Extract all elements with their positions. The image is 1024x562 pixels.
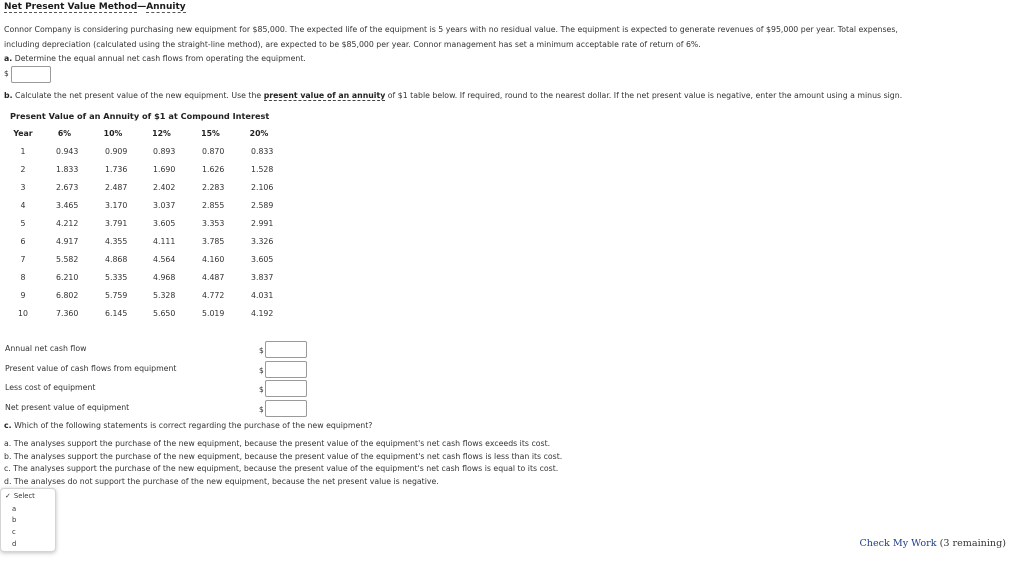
table-cell-value: 2.991	[251, 218, 274, 228]
col-header: Year	[13, 128, 33, 138]
dropdown-option-c[interactable]: c	[12, 528, 16, 536]
table-row	[6, 286, 283, 304]
title-part1: Net Present Value Method	[4, 2, 138, 12]
calc-currency: $	[259, 385, 264, 394]
table-cell-value: 2.106	[251, 182, 274, 192]
table-cell-value: 6.210	[56, 272, 79, 282]
option-d: d. The analyses do not support the purchase of the new equipment, because the net present value is negative.	[4, 477, 439, 486]
table-cell-year: 3	[20, 182, 26, 192]
table-row	[6, 268, 283, 286]
npv-field[interactable]	[265, 400, 307, 417]
option-b: b. The analyses support the purchase of the new equipment, because the present value of the equipment's net cash flows is less than its cost.	[4, 452, 563, 461]
table-cell-value: 2.673	[56, 182, 79, 192]
table-row	[6, 304, 283, 322]
calc-currency: $	[259, 366, 264, 375]
problem-line-1: Connor Company is considering purchasing new equipment for $85,000. The expected life of the equipment is 5 years with no residual value. The equipment is expected to generate revenues of $95,000 per year. Total expenses,	[4, 25, 898, 34]
table-cell-value: 4.111	[153, 236, 176, 246]
part-b-question	[4, 91, 902, 100]
col-header: 15%	[201, 128, 220, 138]
table-cell-year: 9	[20, 290, 26, 300]
table-cell-value: 4.564	[153, 254, 176, 264]
problem-description	[4, 22, 1014, 52]
table-cell-value: 4.487	[202, 272, 225, 282]
table-cell-value: 6.145	[105, 308, 128, 318]
table-row	[6, 160, 283, 178]
option-a: a. The analyses support the purchase of the new equipment, because the present value of the equipment's net cash flows exceeds its cost.	[4, 439, 551, 448]
annual-net-cash-flow-field[interactable]	[265, 341, 307, 358]
part-c-question	[4, 421, 372, 430]
pv-annuity-link[interactable]: present value of an annuity	[263, 91, 386, 100]
table-cell-year: 2	[20, 164, 26, 174]
remaining-count: (3 remaining)	[939, 538, 1006, 549]
title-part2: Annuity	[146, 2, 186, 12]
table-cell-value: 3.605	[251, 254, 274, 264]
table-cell-value: 5.650	[153, 308, 176, 318]
dropdown-option-b[interactable]: b	[12, 516, 17, 524]
dropdown-option-a[interactable]: a	[12, 505, 17, 513]
col-header: 6%	[57, 128, 72, 138]
table-cell-value: 2.589	[251, 200, 274, 210]
table-cell-value: 4.031	[251, 290, 274, 300]
table-cell-value: 3.465	[56, 200, 79, 210]
table-cell-year: 10	[18, 308, 28, 318]
table-cell-year: 6	[20, 236, 26, 246]
table-cell-value: 3.785	[202, 236, 225, 246]
col-header: 20%	[249, 128, 269, 138]
table-cell-value: 5.328	[153, 290, 176, 300]
table-cell-value: 5.019	[202, 308, 225, 318]
answer-dropdown[interactable]	[0, 488, 56, 552]
table-row	[6, 142, 283, 160]
table-cell-value: 0.893	[153, 146, 176, 156]
part-c-letter: c.	[4, 421, 12, 430]
page-title	[4, 2, 186, 12]
table-cell-value: 7.360	[56, 308, 79, 318]
dropdown-selected[interactable]	[5, 492, 35, 500]
part-a-currency: $	[4, 69, 9, 78]
table-cell-value: 4.212	[56, 218, 79, 228]
dropdown-option-d[interactable]: d	[12, 540, 17, 548]
table-row	[6, 178, 283, 196]
table-cell-value: 3.605	[153, 218, 176, 228]
table-cell-year: 4	[20, 200, 26, 210]
part-b-letter: b.	[4, 91, 13, 100]
part-b-text-after: of $1 table below. If required, round to the nearest dollar. If the net present value is negative, enter the amount using a minus sign.	[387, 91, 903, 100]
table-cell-value: 3.837	[251, 272, 274, 282]
table-row	[6, 214, 283, 232]
calc-label-annual-net-cash-flow: Annual net cash flow	[5, 344, 87, 353]
table-cell-year: 5	[20, 218, 26, 228]
part-c-text: Which of the following statements is correct regarding the purchase of the new equipment?	[14, 421, 373, 430]
table-cell-year: 1	[20, 146, 26, 156]
table-cell-value: 0.833	[251, 146, 274, 156]
title-dash: —	[137, 2, 147, 12]
table-cell-value: 3.037	[153, 200, 176, 210]
dropdown-selected-label: Select	[13, 492, 35, 500]
calc-label-pv-cash-flows: Present value of cash flows from equipment	[5, 364, 177, 373]
table-header-row	[6, 124, 283, 142]
table-cell-value: 4.355	[105, 236, 128, 246]
table-cell-value: 2.283	[202, 182, 225, 192]
table-row	[6, 250, 283, 268]
table-row	[6, 232, 283, 250]
cost-of-equipment-field[interactable]	[265, 380, 307, 397]
pv-table-title: Present Value of an Annuity of $1 at Compound Interest	[10, 111, 270, 121]
table-cell-value: 4.160	[202, 254, 225, 264]
calc-label-cost: Less cost of equipment	[5, 383, 96, 392]
table-row	[6, 196, 283, 214]
part-b-text-before: Calculate the net present value of the new equipment. Use the	[15, 91, 262, 100]
table-cell-value: 4.192	[251, 308, 274, 318]
table-cell-value: 0.909	[105, 146, 128, 156]
table-cell-value: 5.759	[105, 290, 128, 300]
option-c: c. The analyses support the purchase of the new equipment, because the present value of the equipment's net cash flows is equal to its cost.	[4, 464, 559, 473]
table-cell-value: 3.353	[202, 218, 225, 228]
problem-line-2: including depreciation (calculated using the straight-line method), are expected to be $85,000 per year. Connor management has set a minimum acceptable rate of return of 6%.	[4, 40, 701, 49]
table-cell-value: 6.802	[56, 290, 79, 300]
table-cell-value: 4.968	[153, 272, 176, 282]
calc-currency: $	[259, 346, 264, 355]
calc-label-npv: Net present value of equipment	[5, 403, 130, 412]
col-header: 12%	[152, 128, 171, 138]
annual-net-cash-flow-input[interactable]	[11, 66, 51, 83]
part-a-question	[4, 54, 306, 63]
table-cell-value: 5.335	[105, 272, 128, 282]
table-cell-value: 3.170	[105, 200, 128, 210]
pv-annuity-table	[6, 124, 283, 322]
table-cell-value: 4.868	[105, 254, 128, 264]
table-cell-value: 4.772	[202, 290, 225, 300]
table-cell-value: 2.487	[105, 182, 128, 192]
check-my-work-button[interactable]	[859, 538, 1006, 549]
table-cell-value: 5.582	[56, 254, 79, 264]
table-cell-value: 1.528	[251, 164, 274, 174]
check-my-work-label: Check My Work	[859, 538, 937, 549]
table-cell-value: 2.402	[153, 182, 176, 192]
table-cell-value: 1.690	[153, 164, 176, 174]
table-cell-value: 0.870	[202, 146, 225, 156]
table-cell-value: 1.626	[202, 164, 225, 174]
table-cell-value: 1.833	[56, 164, 79, 174]
calc-currency: $	[259, 405, 264, 414]
table-cell-value: 3.791	[105, 218, 128, 228]
table-cell-value: 3.326	[251, 236, 274, 246]
table-cell-value: 1.736	[105, 164, 128, 174]
col-header: 10%	[103, 128, 123, 138]
table-cell-value: 4.917	[56, 236, 79, 246]
part-a-letter: a.	[4, 54, 13, 63]
table-cell-year: 8	[20, 272, 26, 282]
checkmark-icon: ✓	[5, 492, 11, 500]
table-cell-value: 0.943	[56, 146, 79, 156]
table-cell-year: 7	[20, 254, 26, 264]
part-a-text: Determine the equal annual net cash flows from operating the equipment.	[14, 54, 306, 63]
table-cell-value: 2.855	[202, 200, 225, 210]
pv-cash-flows-field[interactable]	[265, 361, 307, 378]
